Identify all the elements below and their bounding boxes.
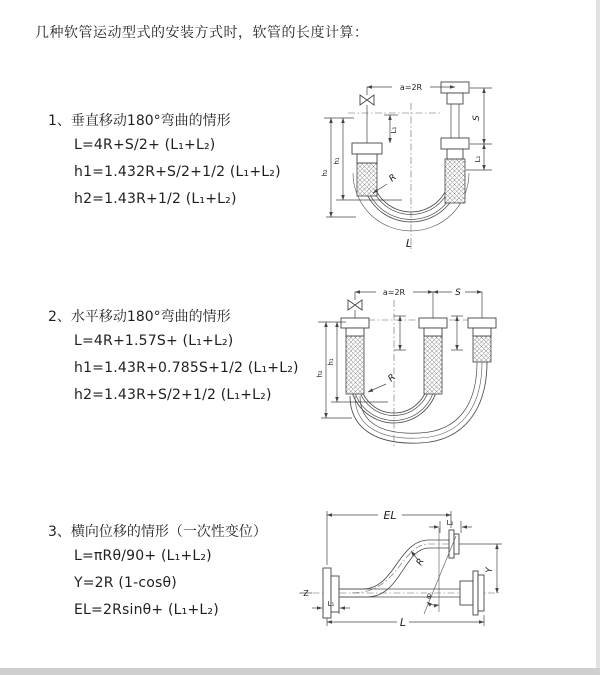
dimension-l1-left xyxy=(384,115,398,143)
section-3-heading: 3、横向位移的情形（一次性变位） xyxy=(48,524,267,540)
dim-label-h1: h₁ xyxy=(333,157,341,165)
dimension-el xyxy=(327,509,451,568)
formula-1-h2: h2=1.43R+1/2 (L₁+L₂) xyxy=(74,191,237,207)
valve-icon xyxy=(348,292,362,318)
formula-3-y: Y=2R (1-cosθ) xyxy=(74,575,177,591)
dimension-l xyxy=(327,615,484,629)
valve-icon xyxy=(360,87,374,143)
dim-label-l2: L₂ xyxy=(446,519,454,527)
dim-label-r: R xyxy=(387,172,399,185)
page-right-edge xyxy=(596,0,600,675)
dim-label-r: R xyxy=(414,557,427,568)
dimension-s-l1-right xyxy=(466,88,492,170)
section-2-heading: 2、水平移动180°弯曲的情形 xyxy=(48,309,231,325)
flanges xyxy=(341,318,496,336)
displaced-flange xyxy=(449,530,459,558)
diagram-3-lateral-displacement xyxy=(293,502,600,660)
dim-label-theta: θ xyxy=(426,593,432,601)
dim-label-a2r: a=2R xyxy=(399,83,423,92)
dimension-s xyxy=(433,287,482,298)
braid-sections xyxy=(346,336,491,394)
formula-1-l: L=4R+S/2+ (L₁+L₂) xyxy=(74,137,216,153)
right-flange xyxy=(441,82,469,159)
dim-label-r: R xyxy=(386,372,398,385)
formula-3-l: L=πRθ/90+ (L₁+L₂) xyxy=(74,548,212,564)
radius-leader xyxy=(368,373,398,392)
formula-2-l: L=4R+1.57S+ (L₁+L₂) xyxy=(74,333,234,349)
formula-1-h1: h1=1.432R+S/2+1/2 (L₁+L₂) xyxy=(74,164,281,180)
dim-label-l1: L₁ xyxy=(327,600,335,608)
centerlines xyxy=(368,300,468,448)
page-bottom-edge xyxy=(0,668,600,675)
section-1-heading: 1、垂直移动180°弯曲的情形 xyxy=(48,113,231,129)
dim-label-l: L xyxy=(399,616,407,629)
dim-label-a2r: a=2R xyxy=(382,288,406,297)
left-flange xyxy=(323,568,339,618)
diagram-1-vertical-bend xyxy=(298,72,598,264)
left-flange xyxy=(352,143,382,163)
formula-2-h2: h2=1.43R+S/2+1/2 (L₁+L₂) xyxy=(74,387,272,403)
dim-label-l1-left: L₁ xyxy=(390,126,398,134)
dim-label-l-bottom: L xyxy=(405,237,413,250)
s-curve-hose xyxy=(339,540,452,597)
radius-leader xyxy=(411,551,427,568)
formula-3-el: EL=2Rsinθ+ (L₁+L₂) xyxy=(74,602,219,618)
dim-label-l1-right: L₁ xyxy=(474,155,482,163)
dim-label-h1: h₁ xyxy=(327,358,335,366)
formula-2-h1: h1=1.43R+0.785S+1/2 (L₁+L₂) xyxy=(74,360,299,376)
diagram-2-horizontal-bend xyxy=(298,283,598,465)
dim-label-y: Y xyxy=(485,567,495,573)
right-flange xyxy=(460,571,484,615)
dim-label-s: S xyxy=(472,115,482,121)
dim-label-el: EL xyxy=(383,509,397,522)
page-title: 几种软管运动型式的安装方式时，软管的长度计算： xyxy=(35,25,369,41)
dim-label-h2: h₂ xyxy=(321,169,329,177)
dim-label-s: S xyxy=(455,288,461,298)
dim-label-h2: h₂ xyxy=(316,370,324,378)
centerline-symbol: Z xyxy=(303,589,309,598)
